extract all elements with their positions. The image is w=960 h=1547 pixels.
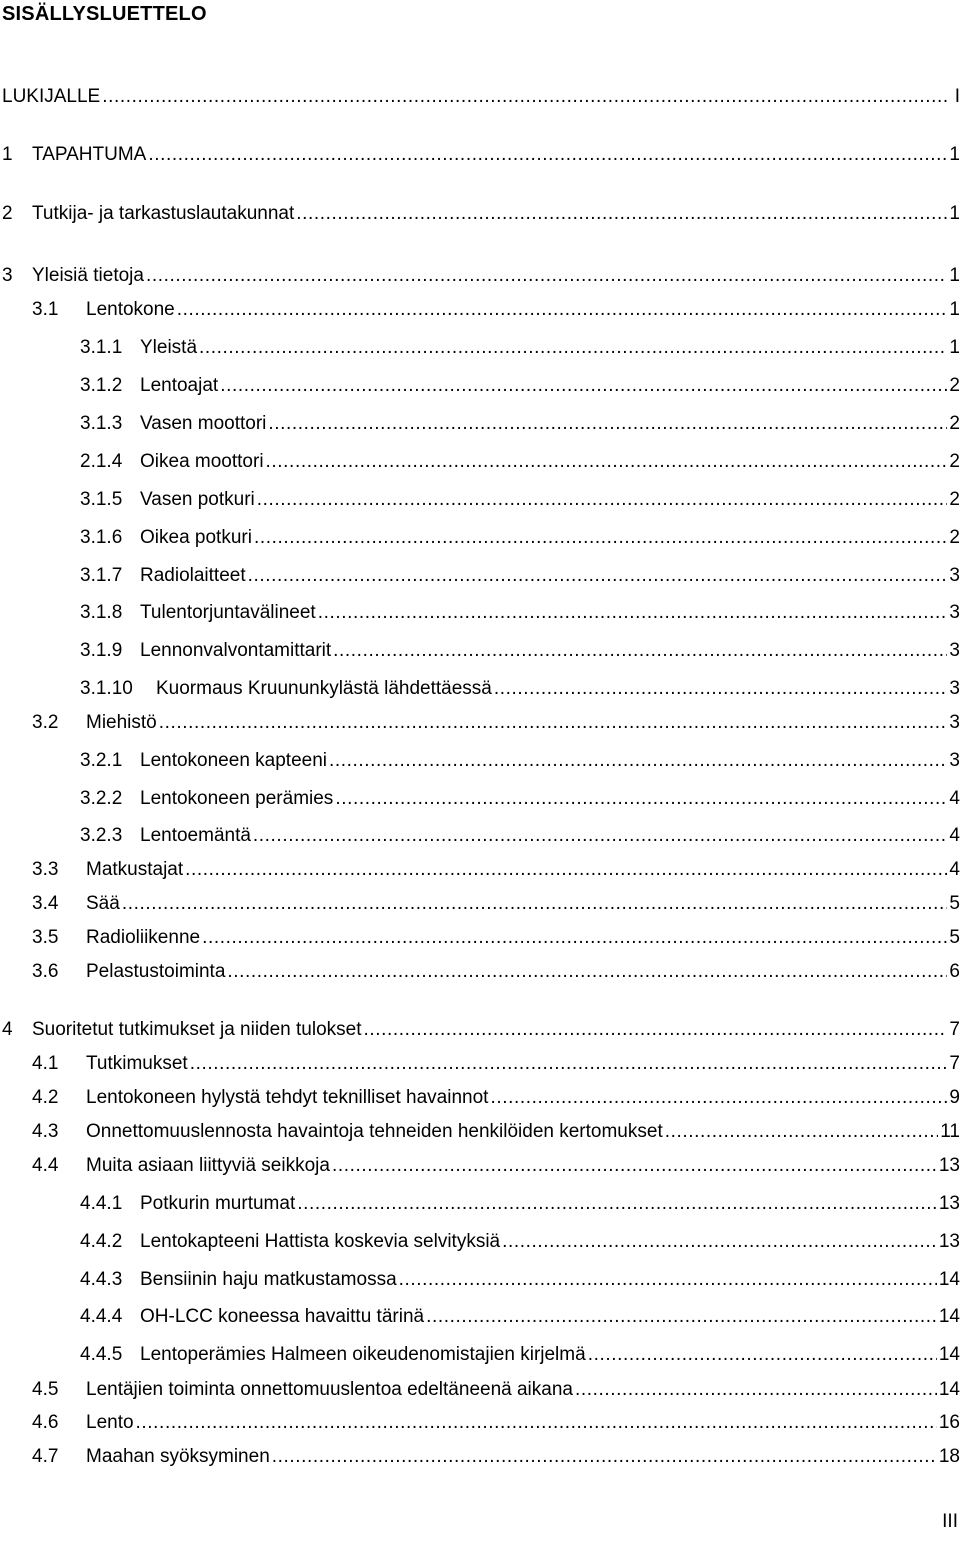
toc-entry[interactable]	[0, 1409, 960, 1437]
dot-leader	[297, 1190, 937, 1218]
toc-entry-page: 2	[949, 489, 960, 510]
dot-leader	[296, 200, 947, 228]
toc-entry-page: 1	[949, 337, 960, 358]
toc-entry-page: 3	[949, 712, 960, 733]
dot-leader	[268, 410, 947, 438]
dot-leader	[253, 822, 948, 850]
toc-entry-page: 4	[949, 825, 960, 846]
dot-leader	[399, 1266, 937, 1294]
toc-entry[interactable]	[0, 675, 960, 703]
toc-entry-number: 3.2.1	[80, 750, 123, 771]
dot-leader	[329, 747, 947, 775]
toc-entry-label: Vasen moottori	[140, 413, 267, 434]
toc-entry-number: 4.6	[32, 1412, 59, 1433]
toc-entry-page: 1	[949, 265, 960, 286]
toc-entry-number: 4.2	[32, 1087, 59, 1108]
toc-entry[interactable]	[0, 562, 960, 590]
dot-leader	[177, 296, 948, 324]
toc-entry[interactable]	[0, 1341, 960, 1369]
toc-entry-page: 11	[940, 1121, 960, 1142]
toc-entry-number: 3.1.6	[80, 527, 123, 548]
toc-entry-page: 3	[949, 678, 960, 699]
toc-entry[interactable]	[0, 141, 960, 169]
toc-entry[interactable]	[0, 785, 960, 813]
dot-leader	[502, 1228, 937, 1256]
toc-entry[interactable]	[0, 1050, 960, 1078]
toc-entry-label: Onnettomuuslennosta havaintoja tehneiden henkilöiden kertomukset	[86, 1121, 663, 1142]
toc-entry-page: 5	[949, 893, 960, 914]
toc-entry[interactable]	[0, 448, 960, 476]
toc-entry-label: Lentokone	[86, 299, 175, 320]
dot-leader	[665, 1118, 939, 1146]
dot-leader	[159, 709, 948, 737]
toc-entry[interactable]	[0, 1303, 960, 1331]
toc-entry-page: 14	[938, 1379, 960, 1400]
dot-leader	[257, 486, 948, 514]
toc-entry-number: 4.4.3	[80, 1269, 123, 1290]
toc-entry[interactable]	[0, 1266, 960, 1294]
toc-entry[interactable]	[0, 262, 960, 290]
toc-entry-page: 3	[949, 750, 960, 771]
toc-entry-number: 3.1.9	[80, 640, 123, 661]
toc-entry-number: 4	[2, 1019, 13, 1040]
toc-entry-label: Radioliikenne	[86, 927, 201, 948]
toc-entry-label: Tulentorjuntavälineet	[140, 602, 316, 623]
dot-leader	[335, 785, 947, 813]
dot-leader	[227, 958, 947, 986]
toc-entry-page: 3	[949, 602, 960, 623]
toc-entry-number: 4.4.1	[80, 1193, 123, 1214]
toc-entry-page: 14	[938, 1344, 960, 1365]
toc-entry-number: 2.1.4	[80, 451, 123, 472]
toc-entry-label: Lentokoneen perämies	[140, 788, 334, 809]
toc-entry-number: 3.2.3	[80, 825, 123, 846]
toc-entry-number: 1	[2, 144, 13, 165]
toc-entry-number: 3.6	[32, 961, 59, 982]
dot-leader	[318, 599, 948, 627]
toc-entry-number: 3.3	[32, 859, 59, 880]
dot-leader	[220, 372, 947, 400]
toc-entry-page: 4	[949, 788, 960, 809]
toc-entry[interactable]	[0, 1376, 960, 1404]
toc-entry[interactable]	[0, 856, 960, 884]
toc-entry-page: 3	[949, 565, 960, 586]
dot-leader	[490, 1084, 947, 1112]
toc-entry-number: 3.1.1	[80, 337, 123, 358]
dot-leader	[588, 1341, 937, 1369]
toc-entry-number: 3.1.10	[80, 678, 133, 699]
toc-entry[interactable]	[0, 924, 960, 952]
toc-entry-number: 3.2.2	[80, 788, 123, 809]
toc-entry[interactable]	[0, 747, 960, 775]
toc-entry-page: 4	[949, 859, 960, 880]
toc-entry-page: 9	[949, 1087, 960, 1108]
toc-entry[interactable]	[0, 822, 960, 850]
dot-leader	[248, 562, 948, 590]
dot-leader	[185, 856, 947, 884]
toc-entry-number: 3.1.3	[80, 413, 123, 434]
toc-entry[interactable]	[0, 524, 960, 552]
toc-entry[interactable]	[0, 709, 960, 737]
toc-entry[interactable]	[0, 296, 960, 324]
toc-entry-label: Maahan syöksyminen	[86, 1446, 270, 1467]
page-number: III	[942, 1511, 958, 1532]
toc-entry-label: Tutkimukset	[86, 1053, 188, 1074]
toc-entry-page: 2	[949, 375, 960, 396]
dot-leader	[426, 1303, 937, 1331]
toc-entry-label: Lentokoneen hylystä tehdyt teknilliset havainnot	[86, 1087, 489, 1108]
toc-entry[interactable]	[0, 1084, 960, 1112]
toc-entry[interactable]	[0, 486, 960, 514]
toc-entry[interactable]	[0, 410, 960, 438]
toc-entry-label: Yleistä	[140, 337, 198, 358]
toc-entry-label: Yleisiä tietoja	[32, 265, 144, 286]
toc-entry-label: Lentoperämies Halmeen oikeudenomistajien kirjelmä	[140, 1344, 586, 1365]
dot-leader	[272, 1443, 937, 1471]
toc-entry-number: 2	[2, 203, 13, 224]
toc-entry[interactable]	[0, 1118, 960, 1146]
toc-entry-label: Tutkija- ja tarkastuslautakunnat	[32, 203, 295, 224]
toc-entry-label: LUKIJALLE	[2, 86, 101, 107]
toc-entry-number: 3.1.8	[80, 602, 123, 623]
toc-entry-label: Lentokapteeni Hattista koskevia selvityksiä	[140, 1231, 501, 1252]
toc-entry[interactable]	[0, 1190, 960, 1218]
toc-entry[interactable]	[0, 890, 960, 918]
toc-entry-label: Suoritetut tutkimukset ja niiden tulokset	[32, 1019, 362, 1040]
toc-entry-label: Muita asiaan liittyviä seikkoja	[86, 1155, 330, 1176]
toc-entry[interactable]	[0, 599, 960, 627]
toc-entry-page: 7	[949, 1053, 960, 1074]
toc-entry-page: 6	[949, 961, 960, 982]
toc-entry-number: 3.4	[32, 893, 59, 914]
toc-entry-number: 4.4.2	[80, 1231, 123, 1252]
toc-entry-number: 3.1	[32, 299, 59, 320]
toc-entry-label: Potkurin murtumat	[140, 1193, 296, 1214]
toc-entry-number: 4.4	[32, 1155, 59, 1176]
dot-leader	[146, 262, 947, 290]
toc-entry-page: 7	[949, 1019, 960, 1040]
toc-entry-label: TAPAHTUMA	[32, 144, 147, 165]
toc-entry-page: 3	[949, 640, 960, 661]
toc-entry-number: 3.1.2	[80, 375, 123, 396]
dot-leader	[102, 83, 948, 111]
toc-entry[interactable]	[0, 1228, 960, 1256]
toc-entry[interactable]	[0, 372, 960, 400]
toc-entry-page: 13	[938, 1193, 960, 1214]
dot-leader	[190, 1050, 948, 1078]
toc-entry-page: 1	[949, 299, 960, 320]
toc-entry[interactable]	[0, 1152, 960, 1180]
dot-leader	[494, 675, 948, 703]
dot-leader	[254, 524, 947, 552]
toc-entry-number: 3	[2, 265, 13, 286]
toc-entry-label: Bensiinin haju matkustamossa	[140, 1269, 397, 1290]
toc-entry-page: 13	[938, 1155, 960, 1176]
toc-entry-label: Pelastustoiminta	[86, 961, 226, 982]
toc-entry-page: 1	[949, 203, 960, 224]
toc-title: SISÄLLYSLUETTELO	[2, 3, 207, 25]
toc-entry[interactable]	[0, 637, 960, 665]
toc-entry-page: 13	[938, 1231, 960, 1252]
toc-entry-number: 3.1.5	[80, 489, 123, 510]
toc-entry-label: Matkustajat	[86, 859, 184, 880]
toc-entry-page: 2	[949, 451, 960, 472]
dot-leader	[148, 141, 947, 169]
dot-leader	[332, 1152, 937, 1180]
toc-entry-number: 3.5	[32, 927, 59, 948]
toc-entry-label: Lentoajat	[140, 375, 219, 396]
toc-entry-number: 4.5	[32, 1379, 59, 1400]
dot-leader	[136, 1409, 937, 1437]
toc-entry-label: Kuormaus Kruununkylästä lähdettäessä	[156, 678, 492, 699]
toc-entry-label: Lentokoneen kapteeni	[140, 750, 327, 771]
toc-entry-number: 4.4.5	[80, 1344, 123, 1365]
dot-leader	[575, 1376, 937, 1404]
toc-entry-page: 2	[949, 413, 960, 434]
dot-leader	[333, 637, 947, 665]
toc-entry-label: Lentäjien toiminta onnettomuuslentoa edeltäneenä aikana	[86, 1379, 573, 1400]
toc-entry-page: 14	[938, 1269, 960, 1290]
toc-entry-label: Lento	[86, 1412, 134, 1433]
toc-entry-label: OH-LCC koneessa havaittu tärinä	[140, 1306, 425, 1327]
toc-entry-number: 4.4.4	[80, 1306, 123, 1327]
dot-leader	[364, 1016, 948, 1044]
toc-entry-number: 3.1.7	[80, 565, 123, 586]
toc-entry-page: 14	[938, 1306, 960, 1327]
toc-entry-label: Oikea moottori	[140, 451, 264, 472]
dot-leader	[202, 924, 947, 952]
toc-entry-label: Vasen potkuri	[140, 489, 255, 510]
toc-entry-label: Radiolaitteet	[140, 565, 246, 586]
dot-leader	[199, 334, 947, 362]
toc-entry[interactable]	[0, 334, 960, 362]
toc-entry-label: Lentoemäntä	[140, 825, 251, 846]
toc-entry-label: Miehistö	[86, 712, 157, 733]
toc-entry[interactable]	[0, 1443, 960, 1471]
toc-entry-label: Sää	[86, 893, 120, 914]
toc-entry[interactable]	[0, 958, 960, 986]
toc-entry-page: 2	[949, 527, 960, 548]
toc-entry-label: Oikea potkuri	[140, 527, 252, 548]
toc-entry-page: 1	[949, 144, 960, 165]
toc-entry-page: I	[954, 86, 960, 107]
toc-entry-page: 18	[938, 1446, 960, 1467]
toc-entry-number: 4.7	[32, 1446, 59, 1467]
dot-leader	[266, 448, 948, 476]
toc-entry-label: Lennonvalvontamittarit	[140, 640, 332, 661]
toc-entry-page: 5	[949, 927, 960, 948]
toc-entry[interactable]	[0, 83, 960, 111]
toc-entry-number: 3.2	[32, 712, 59, 733]
toc-entry[interactable]	[0, 200, 960, 228]
toc-entry-number: 4.1	[32, 1053, 59, 1074]
toc-entry-number: 4.3	[32, 1121, 59, 1142]
toc-entry-page: 16	[938, 1412, 960, 1433]
toc-entry[interactable]	[0, 1016, 960, 1044]
dot-leader	[122, 890, 948, 918]
